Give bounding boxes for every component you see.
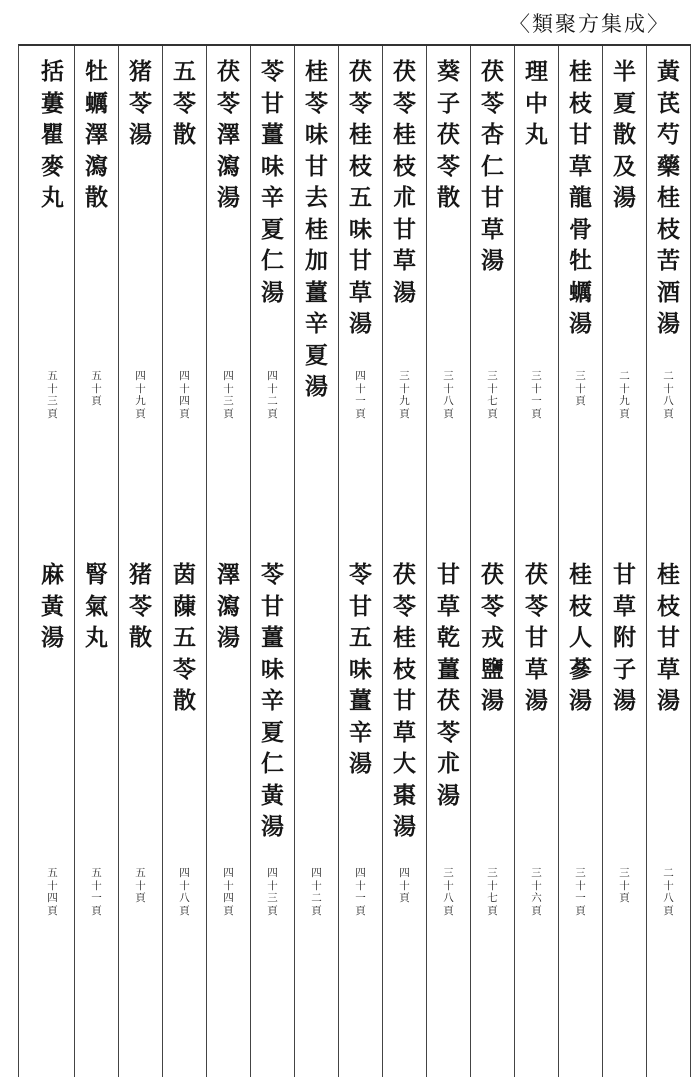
page-reference: 二 十 九 頁 (619, 370, 630, 420)
table-column (163, 46, 207, 1077)
page-reference: 二 十 八 頁 (663, 867, 674, 917)
page-reference: 三 十 七 頁 (487, 867, 498, 917)
formula-title: 茵 蔯 五 苓 散 (173, 561, 196, 714)
formula-title: 牡 蠣 澤 瀉 散 (85, 58, 108, 211)
formula-title: 半 夏 散 及 湯 (613, 58, 636, 211)
table-column (75, 46, 119, 1077)
page-reference: 三 十 九 頁 (399, 370, 410, 420)
page-reference: 三 十 一 頁 (531, 370, 542, 420)
page-reference: 四 十 頁 (399, 867, 410, 904)
table-column (515, 46, 559, 1077)
page-reference: 四 十 二 頁 (311, 867, 322, 917)
formula-title: 苓 甘 薑 味 辛 夏 仁 湯 (261, 58, 284, 306)
table-column (647, 46, 691, 1077)
formula-title: 桂 枝 甘 草 龍 骨 牡 蠣 湯 (569, 58, 592, 337)
formula-title: 苓 甘 五 味 薑 辛 湯 (349, 561, 372, 777)
page-reference: 二 十 八 頁 (663, 370, 674, 420)
formula-title: 茯 苓 桂 枝 甘 草 大 棗 湯 (393, 561, 416, 840)
page-reference: 五 十 頁 (91, 370, 102, 407)
table-column (31, 46, 75, 1077)
page-reference: 四 十 九 頁 (135, 370, 146, 420)
formula-title: 茯 苓 桂 枝 朮 甘 草 湯 (393, 58, 416, 306)
page-reference: 四 十 四 頁 (179, 370, 190, 420)
formula-title: 理 中 丸 (525, 58, 548, 148)
formula-title: 苓 甘 薑 味 辛 夏 仁 黃 湯 (261, 561, 284, 840)
table-column (559, 46, 603, 1077)
page-reference: 三 十 頁 (619, 867, 630, 904)
formula-title: 黃 芪 芍 藥 桂 枝 苦 酒 湯 (657, 58, 680, 337)
formula-title: 括 蔞 瞿 麥 丸 (41, 58, 64, 211)
formula-title: 五 苓 散 (173, 58, 196, 148)
page-reference: 五 十 三 頁 (47, 370, 58, 420)
page-header: 〈類聚方集成〉 (509, 12, 670, 36)
page-reference: 四 十 一 頁 (355, 370, 366, 420)
page-reference: 五 十 四 頁 (47, 867, 58, 917)
page-reference: 三 十 八 頁 (443, 370, 454, 420)
formula-title: 澤 瀉 湯 (217, 561, 240, 651)
page-reference: 三 十 七 頁 (487, 370, 498, 420)
table-column (207, 46, 251, 1077)
formula-title: 猪 苓 湯 (129, 58, 152, 148)
table-column (471, 46, 515, 1077)
table-column (603, 46, 647, 1077)
formula-title: 桂 枝 人 蔘 湯 (569, 561, 592, 714)
formula-title: 茯 苓 戎 鹽 湯 (481, 561, 504, 714)
table-column (295, 46, 339, 1077)
formula-title: 葵 子 茯 苓 散 (437, 58, 460, 211)
page-reference: 五 十 一 頁 (91, 867, 102, 917)
formula-title: 桂 苓 味 甘 去 桂 加 薑 辛 夏 湯 (305, 58, 328, 400)
formula-title: 茯 苓 澤 瀉 湯 (217, 58, 240, 211)
page-reference: 四 十 一 頁 (355, 867, 366, 917)
page-reference: 五 十 頁 (135, 867, 146, 904)
table-column (383, 46, 427, 1077)
formula-title: 茯 苓 桂 枝 五 味 甘 草 湯 (349, 58, 372, 337)
formula-index-table (18, 44, 691, 1077)
formula-title: 甘 草 附 子 湯 (613, 561, 636, 714)
table-column (119, 46, 163, 1077)
table-column (251, 46, 295, 1077)
formula-title: 桂 枝 甘 草 湯 (657, 561, 680, 714)
page-reference: 三 十 頁 (575, 370, 586, 407)
page-reference: 四 十 四 頁 (223, 867, 234, 917)
formula-title: 麻 黃 湯 (41, 561, 64, 651)
formula-title: 腎 氣 丸 (85, 561, 108, 651)
formula-title: 茯 苓 杏 仁 甘 草 湯 (481, 58, 504, 274)
page-reference: 三 十 八 頁 (443, 867, 454, 917)
page-reference: 四 十 八 頁 (179, 867, 190, 917)
formula-title: 甘 草 乾 薑 茯 苓 朮 湯 (437, 561, 460, 809)
table-column (427, 46, 471, 1077)
formula-title: 茯 苓 甘 草 湯 (525, 561, 548, 714)
page-reference: 四 十 二 頁 (267, 370, 278, 420)
page-reference: 三 十 一 頁 (575, 867, 586, 917)
page-reference: 三 十 六 頁 (531, 867, 542, 917)
page-reference: 四 十 三 頁 (267, 867, 278, 917)
table-column (339, 46, 383, 1077)
formula-title: 猪 苓 散 (129, 561, 152, 651)
page-reference: 四 十 三 頁 (223, 370, 234, 420)
